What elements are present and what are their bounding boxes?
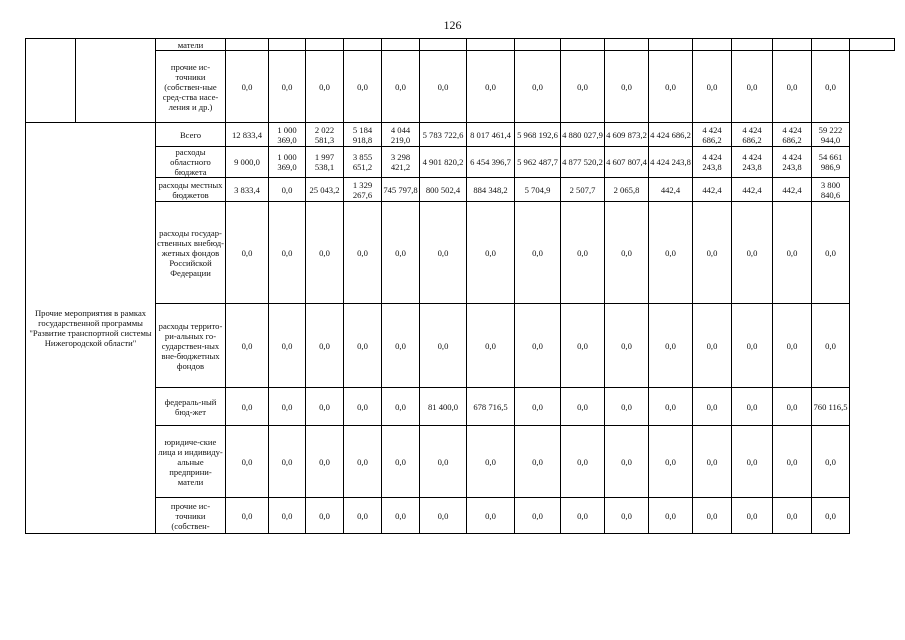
value-cell: 0,0 bbox=[226, 304, 269, 388]
value-cell: 0,0 bbox=[693, 51, 732, 123]
value-cell: 0,0 bbox=[773, 426, 812, 498]
value-cell: 0,0 bbox=[515, 388, 561, 426]
value-cell: 3 855 651,2 bbox=[344, 147, 382, 178]
value-cell: 0,0 bbox=[382, 426, 420, 498]
value-cell bbox=[605, 39, 649, 51]
value-cell: 0,0 bbox=[269, 51, 306, 123]
value-cell: 0,0 bbox=[812, 304, 850, 388]
value-cell: 12 833,4 bbox=[226, 123, 269, 147]
value-cell: 4 877 520,2 bbox=[561, 147, 605, 178]
value-cell: 2 065,8 bbox=[605, 178, 649, 202]
value-cell: 0,0 bbox=[693, 498, 732, 534]
value-cell: 0,0 bbox=[344, 426, 382, 498]
value-cell: 0,0 bbox=[269, 178, 306, 202]
page-number: 126 bbox=[443, 18, 462, 32]
value-cell: 4 901 820,2 bbox=[420, 147, 467, 178]
value-cell: 0,0 bbox=[561, 304, 605, 388]
value-cell: 0,0 bbox=[515, 304, 561, 388]
value-cell: 3 800 840,6 bbox=[812, 178, 850, 202]
value-cell: 0,0 bbox=[605, 202, 649, 304]
value-cell: 0,0 bbox=[561, 388, 605, 426]
value-cell: 0,0 bbox=[515, 202, 561, 304]
value-cell: 81 400,0 bbox=[420, 388, 467, 426]
funding-source-label: расходы областного бюджета bbox=[156, 147, 226, 178]
value-cell: 0,0 bbox=[467, 202, 515, 304]
table-row bbox=[26, 498, 895, 534]
value-cell: 0,0 bbox=[773, 202, 812, 304]
value-cell: 0,0 bbox=[344, 498, 382, 534]
value-cell: 5 704,9 bbox=[515, 178, 561, 202]
value-cell: 4 424 243,8 bbox=[649, 147, 693, 178]
value-cell bbox=[850, 39, 895, 51]
value-cell: 4 424 686,2 bbox=[693, 123, 732, 147]
value-cell: 0,0 bbox=[306, 426, 344, 498]
table-row bbox=[26, 147, 895, 178]
value-cell: 0,0 bbox=[605, 51, 649, 123]
value-cell: 9 000,0 bbox=[226, 147, 269, 178]
value-cell: 0,0 bbox=[605, 426, 649, 498]
value-cell: 0,0 bbox=[649, 202, 693, 304]
funding-source-label: прочие ис-точники (собствен- bbox=[156, 498, 226, 534]
value-cell: 0,0 bbox=[773, 51, 812, 123]
value-cell: 3 833,4 bbox=[226, 178, 269, 202]
value-cell: 0,0 bbox=[732, 426, 773, 498]
value-cell: 0,0 bbox=[812, 51, 850, 123]
value-cell: 1 000 369,0 bbox=[269, 123, 306, 147]
value-cell: 0,0 bbox=[382, 51, 420, 123]
value-cell: 4 424 686,2 bbox=[649, 123, 693, 147]
value-cell: 0,0 bbox=[561, 51, 605, 123]
value-cell: 0,0 bbox=[605, 388, 649, 426]
value-cell bbox=[649, 39, 693, 51]
value-cell: 0,0 bbox=[269, 202, 306, 304]
value-cell: 0,0 bbox=[649, 304, 693, 388]
value-cell: 0,0 bbox=[344, 202, 382, 304]
value-cell: 0,0 bbox=[269, 426, 306, 498]
value-cell: 0,0 bbox=[420, 51, 467, 123]
table-row bbox=[26, 123, 895, 147]
value-cell: 0,0 bbox=[773, 498, 812, 534]
value-cell: 1 000 369,0 bbox=[269, 147, 306, 178]
value-cell: 4 424 243,8 bbox=[693, 147, 732, 178]
value-cell: 0,0 bbox=[226, 51, 269, 123]
event-cell-continued bbox=[76, 39, 156, 123]
value-cell: 0,0 bbox=[693, 388, 732, 426]
value-cell: 0,0 bbox=[382, 388, 420, 426]
funding-source-label: юридиче-ские лица и индивиду-альные предприни-матели bbox=[156, 426, 226, 498]
value-cell: 25 043,2 bbox=[306, 178, 344, 202]
value-cell: 54 661 986,9 bbox=[812, 147, 850, 178]
value-cell: 0,0 bbox=[269, 388, 306, 426]
table-row bbox=[26, 426, 895, 498]
value-cell: 0,0 bbox=[732, 388, 773, 426]
value-cell: 2 022 581,3 bbox=[306, 123, 344, 147]
value-cell: 0,0 bbox=[812, 426, 850, 498]
value-cell: 0,0 bbox=[467, 498, 515, 534]
value-cell: 0,0 bbox=[812, 202, 850, 304]
budget-table bbox=[25, 38, 895, 534]
value-cell: 0,0 bbox=[306, 388, 344, 426]
value-cell: 0,0 bbox=[467, 304, 515, 388]
value-cell: 884 348,2 bbox=[467, 178, 515, 202]
value-cell: 745 797,8 bbox=[382, 178, 420, 202]
value-cell bbox=[693, 39, 732, 51]
value-cell bbox=[732, 39, 773, 51]
value-cell: 4 607 807,4 bbox=[605, 147, 649, 178]
funding-source-label: матели bbox=[156, 39, 226, 51]
value-cell: 5 184 918,8 bbox=[344, 123, 382, 147]
value-cell: 0,0 bbox=[306, 51, 344, 123]
table-row bbox=[26, 178, 895, 202]
value-cell: 5 783 722,6 bbox=[420, 123, 467, 147]
value-cell bbox=[561, 39, 605, 51]
value-cell: 0,0 bbox=[732, 498, 773, 534]
value-cell: 442,4 bbox=[649, 178, 693, 202]
value-cell: 0,0 bbox=[649, 498, 693, 534]
value-cell: 4 609 873,2 bbox=[605, 123, 649, 147]
value-cell: 4 424 686,2 bbox=[732, 123, 773, 147]
funding-source-label: Всего bbox=[156, 123, 226, 147]
funding-source-label: расходы местных бюджетов bbox=[156, 178, 226, 202]
value-cell bbox=[773, 39, 812, 51]
table-row bbox=[26, 202, 895, 304]
value-cell: 2 507,7 bbox=[561, 178, 605, 202]
value-cell: 0,0 bbox=[605, 498, 649, 534]
value-cell: 0,0 bbox=[382, 202, 420, 304]
value-cell bbox=[515, 39, 561, 51]
value-cell: 0,0 bbox=[226, 202, 269, 304]
funding-source-label: расходы террито-ри-альных го-сударствен-ных вне-бюджетных фондов bbox=[156, 304, 226, 388]
value-cell: 0,0 bbox=[773, 304, 812, 388]
value-cell: 3 298 421,2 bbox=[382, 147, 420, 178]
value-cell: 0,0 bbox=[269, 304, 306, 388]
value-cell: 0,0 bbox=[649, 388, 693, 426]
value-cell: 0,0 bbox=[467, 51, 515, 123]
value-cell: 8 017 461,4 bbox=[467, 123, 515, 147]
value-cell: 0,0 bbox=[812, 498, 850, 534]
value-cell: 0,0 bbox=[732, 51, 773, 123]
value-cell: 0,0 bbox=[344, 304, 382, 388]
value-cell: 0,0 bbox=[561, 426, 605, 498]
value-cell: 0,0 bbox=[732, 202, 773, 304]
funding-source-label: расходы государ-ственных внебюд-жетных фондов Российской Федерации bbox=[156, 202, 226, 304]
value-cell: 0,0 bbox=[649, 426, 693, 498]
program-title-cell: Прочие мероприятия в рамках государственной программы "Развитие транспортной системы Нижегородской области" bbox=[26, 123, 156, 534]
value-cell: 0,0 bbox=[344, 51, 382, 123]
value-cell: 678 716,5 bbox=[467, 388, 515, 426]
value-cell bbox=[344, 39, 382, 51]
table-row bbox=[26, 39, 895, 51]
value-cell: 4 424 686,2 bbox=[773, 123, 812, 147]
value-cell: 760 116,5 bbox=[812, 388, 850, 426]
value-cell: 4 880 027,9 bbox=[561, 123, 605, 147]
value-cell: 1 997 538,1 bbox=[306, 147, 344, 178]
value-cell: 1 329 267,6 bbox=[344, 178, 382, 202]
value-cell: 4 424 243,8 bbox=[773, 147, 812, 178]
value-cell: 0,0 bbox=[306, 498, 344, 534]
value-cell: 0,0 bbox=[420, 498, 467, 534]
value-cell: 0,0 bbox=[561, 498, 605, 534]
value-cell: 0,0 bbox=[515, 498, 561, 534]
value-cell: 442,4 bbox=[732, 178, 773, 202]
value-cell: 0,0 bbox=[269, 498, 306, 534]
value-cell: 6 454 396,7 bbox=[467, 147, 515, 178]
funding-source-label: прочие ис-точники (собствен-ные сред-ства насе-ления и др.) bbox=[156, 51, 226, 123]
value-cell: 0,0 bbox=[515, 51, 561, 123]
value-cell bbox=[269, 39, 306, 51]
value-cell: 0,0 bbox=[420, 304, 467, 388]
value-cell bbox=[420, 39, 467, 51]
value-cell bbox=[306, 39, 344, 51]
value-cell: 442,4 bbox=[693, 178, 732, 202]
value-cell: 59 222 944,0 bbox=[812, 123, 850, 147]
value-cell: 5 962 487,7 bbox=[515, 147, 561, 178]
value-cell: 0,0 bbox=[306, 202, 344, 304]
table-row bbox=[26, 304, 895, 388]
value-cell: 0,0 bbox=[693, 426, 732, 498]
value-cell: 0,0 bbox=[467, 426, 515, 498]
value-cell: 0,0 bbox=[344, 388, 382, 426]
table-row bbox=[26, 51, 895, 123]
value-cell: 0,0 bbox=[420, 202, 467, 304]
value-cell: 4 424 243,8 bbox=[732, 147, 773, 178]
value-cell: 0,0 bbox=[515, 426, 561, 498]
value-cell: 0,0 bbox=[420, 426, 467, 498]
value-cell: 0,0 bbox=[306, 304, 344, 388]
value-cell bbox=[382, 39, 420, 51]
value-cell: 442,4 bbox=[773, 178, 812, 202]
value-cell: 0,0 bbox=[382, 304, 420, 388]
value-cell: 0,0 bbox=[382, 498, 420, 534]
value-cell: 0,0 bbox=[732, 304, 773, 388]
program-cell-continued bbox=[26, 39, 76, 123]
value-cell: 5 968 192,6 bbox=[515, 123, 561, 147]
value-cell: 0,0 bbox=[605, 304, 649, 388]
value-cell: 0,0 bbox=[649, 51, 693, 123]
value-cell: 0,0 bbox=[226, 498, 269, 534]
value-cell bbox=[226, 39, 269, 51]
value-cell: 800 502,4 bbox=[420, 178, 467, 202]
value-cell bbox=[467, 39, 515, 51]
value-cell: 0,0 bbox=[561, 202, 605, 304]
value-cell: 0,0 bbox=[773, 388, 812, 426]
table-row bbox=[26, 388, 895, 426]
value-cell bbox=[812, 39, 850, 51]
value-cell: 0,0 bbox=[693, 202, 732, 304]
funding-source-label: федераль-ный бюд-жет bbox=[156, 388, 226, 426]
value-cell: 4 044 219,0 bbox=[382, 123, 420, 147]
value-cell: 0,0 bbox=[226, 388, 269, 426]
value-cell: 0,0 bbox=[226, 426, 269, 498]
value-cell: 0,0 bbox=[693, 304, 732, 388]
